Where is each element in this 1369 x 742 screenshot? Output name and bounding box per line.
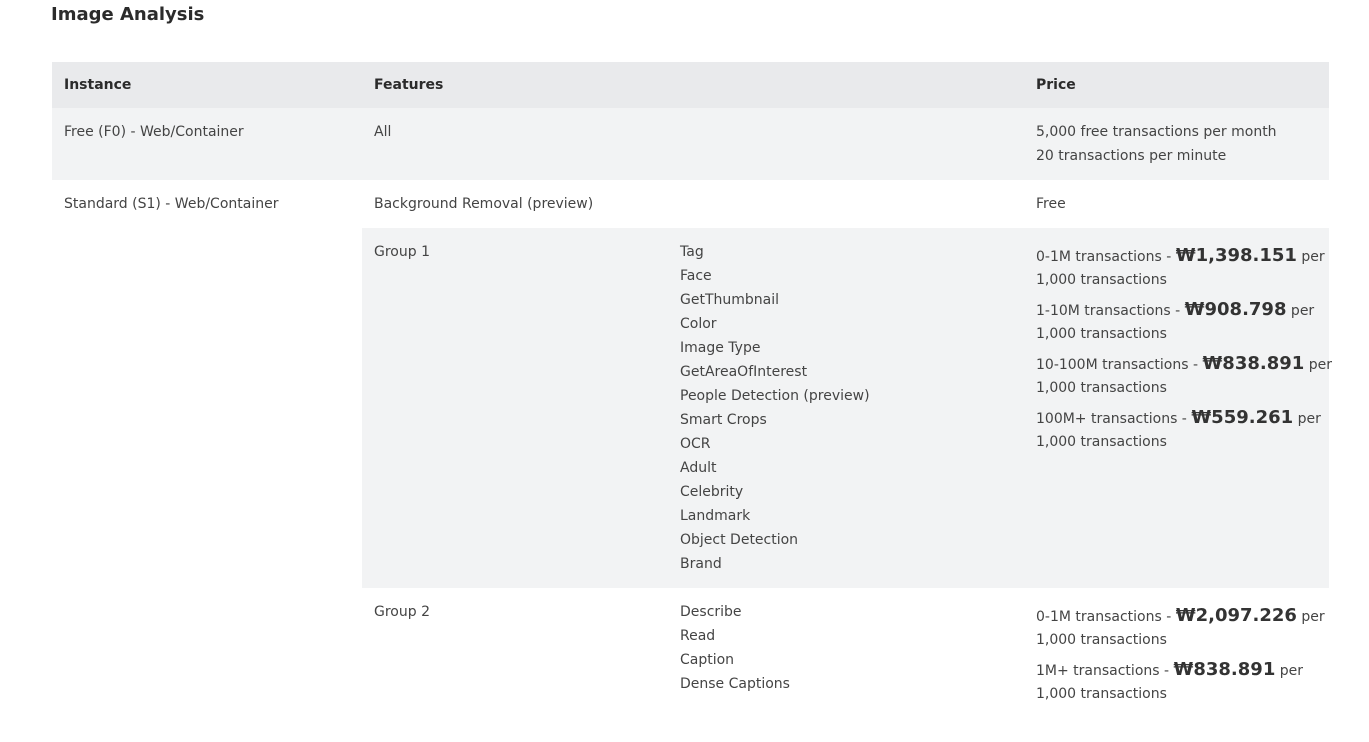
header-price: Price (1036, 77, 1076, 93)
table-row-standard (52, 180, 1333, 720)
tier-label: 1M+ transactions - (1036, 663, 1174, 679)
feature-item: Adult (680, 460, 717, 476)
feature-item: Brand (680, 556, 722, 572)
table-header-row (52, 62, 1329, 108)
group1-row (362, 228, 1333, 588)
price-background-removal: Free (1036, 196, 1066, 212)
feature-item: GetThumbnail (680, 292, 780, 308)
features-free: All (374, 124, 392, 140)
pricing-table (52, 62, 1333, 720)
price-tier (1036, 350, 1333, 398)
price-tier (1036, 602, 1325, 650)
header-features: Features (374, 77, 444, 93)
tier-amount: ₩838.891 (1173, 659, 1276, 680)
tier-unit: 1,000 transactions (1036, 632, 1167, 648)
group1-feature-list (680, 240, 870, 576)
feature-item: Face (680, 268, 712, 284)
tier-unit: 1,000 transactions (1036, 686, 1167, 702)
page-title: Image Analysis (51, 4, 205, 25)
price-free (1036, 120, 1277, 168)
group1-price-tiers (1036, 242, 1333, 458)
tier-label: 10-100M transactions - (1036, 357, 1203, 373)
price-tier (1036, 404, 1322, 452)
feature-item: Landmark (680, 508, 751, 524)
instance-free: Free (F0) - Web/Container (64, 124, 244, 140)
tier-unit: 1,000 transactions (1036, 326, 1167, 342)
price-tier (1036, 242, 1325, 290)
tier-unit: 1,000 transactions (1036, 380, 1167, 396)
tier-per: per (1304, 357, 1333, 373)
tier-per: per (1275, 663, 1304, 679)
feature-item: Celebrity (680, 484, 744, 500)
table-row-free (52, 108, 1329, 180)
feature-item: Object Detection (680, 532, 799, 548)
feature-item: Dense Captions (680, 676, 790, 692)
feature-item: Image Type (680, 340, 761, 356)
group2-name: Group 2 (374, 604, 430, 620)
tier-amount: ₩2,097.226 (1175, 605, 1297, 626)
tier-label: 100M+ transactions - (1036, 411, 1192, 427)
tier-unit: 1,000 transactions (1036, 272, 1167, 288)
group2-feature-list (680, 600, 790, 696)
price-free-line: 5,000 free transactions per month (1036, 124, 1277, 140)
feature-item: Tag (680, 244, 704, 260)
tier-amount: ₩1,398.151 (1175, 245, 1297, 266)
group2-price-tiers (1036, 602, 1325, 710)
feature-item: People Detection (preview) (680, 388, 870, 404)
instance-standard: Standard (S1) - Web/Container (64, 196, 279, 212)
tier-per: per (1296, 249, 1325, 265)
tier-label: 0-1M transactions - (1036, 609, 1176, 625)
tier-per: per (1293, 411, 1321, 427)
tier-amount: ₩838.891 (1202, 353, 1305, 374)
tier-amount: ₩908.798 (1184, 299, 1287, 320)
feature-item: GetAreaOfInterest (680, 364, 808, 380)
tier-amount: ₩559.261 (1191, 407, 1294, 428)
tier-per: per (1286, 303, 1315, 319)
feature-item: OCR (680, 436, 711, 452)
price-tier (1036, 296, 1322, 344)
feature-item: Read (680, 628, 716, 644)
feature-item: Smart Crops (680, 412, 767, 428)
tier-label: 1-10M transactions - (1036, 303, 1185, 319)
feature-item: Color (680, 316, 717, 332)
tier-label: 0-1M transactions - (1036, 249, 1176, 265)
group1-name: Group 1 (374, 244, 430, 260)
feature-item: Describe (680, 604, 742, 620)
tier-per: per (1296, 609, 1325, 625)
price-tier (1036, 656, 1322, 704)
tier-unit: 1,000 transactions (1036, 434, 1167, 450)
price-free-line: 20 transactions per minute (1036, 148, 1227, 164)
feature-item: Caption (680, 652, 735, 668)
header-instance: Instance (64, 77, 132, 93)
feature-background-removal: Background Removal (preview) (374, 196, 594, 212)
